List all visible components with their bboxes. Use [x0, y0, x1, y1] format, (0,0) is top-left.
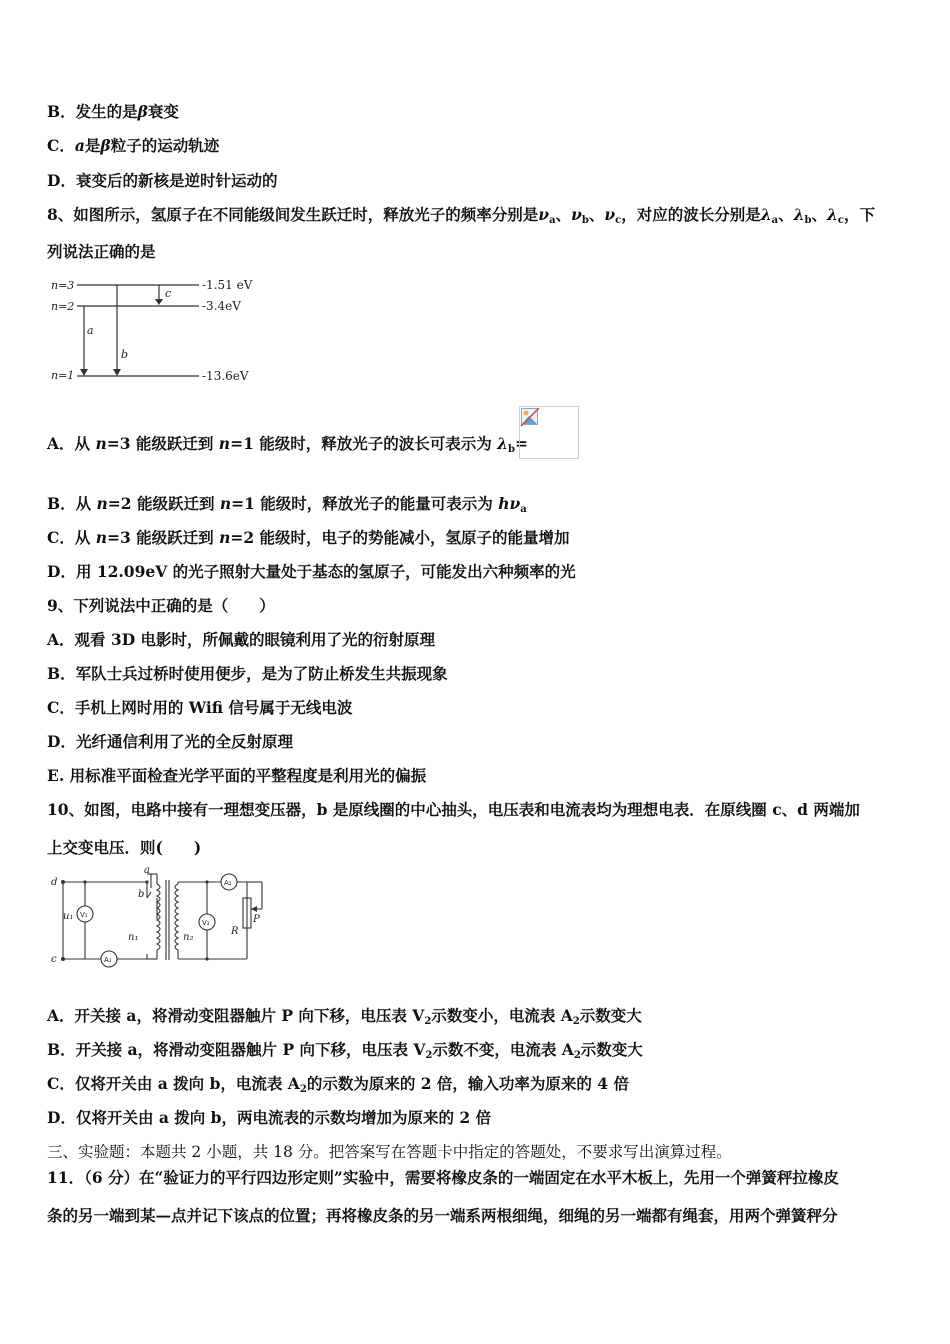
- q9-option-c: C．手机上网时用的 Wifi 信号属于无线电波: [47, 698, 353, 717]
- broken-image-placeholder: [519, 406, 579, 459]
- svg-text:u₁: u₁: [63, 911, 74, 922]
- q10-stem-line1: 10、如图，电路中接有一理想变压器，b 是原线圈的中心抽头，电压表和电流表均为理想电表．在原线圈 c、d 两端加: [47, 800, 860, 819]
- q9-option-e: E. 用标准平面检查光学平面的平整程度是利用光的偏振: [47, 766, 427, 785]
- svg-text:a: a: [144, 865, 150, 876]
- energy-level-diagram: [47, 272, 262, 390]
- q11-line2: 条的另一端到某—点并记下该点的位置；再将橡皮条的另一端系两根细绳，细绳的另一端都有绳套，用两个弹簧秤分: [47, 1206, 838, 1225]
- label-b: b: [121, 348, 129, 361]
- q10-option-b: B．开关接 a，将滑动变阻器触片 P 向下移，电压表 $V_2$示数不变，电流表 $A_2$示数变大: [47, 1040, 643, 1061]
- q10-option-c: C．仅将开关由 a 拨向 b，电流表 $A_2$的示数为原来的 2 倍，输入功率为原来的 4 倍: [47, 1074, 629, 1095]
- arrowhead-b: [113, 369, 121, 376]
- svg-text:n₂: n₂: [183, 932, 194, 943]
- energy-n2: -3.4eV: [202, 299, 241, 313]
- q9-option-d: D．光纤通信利用了光的全反射原理: [47, 732, 293, 751]
- q11-line1: 11．（6 分）在“验证力的平行四边形定则”实验中，需要将橡皮条的一端固定在水平木板上，先用一个弹簧秤拉橡皮: [47, 1168, 839, 1187]
- svg-text:P: P: [253, 914, 260, 925]
- q9-option-b: B．军队士兵过桥时使用便步，是为了防止桥发生共振现象: [47, 664, 448, 683]
- q10-option-d: D．仅将开关由 a 拨向 b，两电流表的示数均增加为原来的 2 倍: [47, 1108, 492, 1127]
- svg-text:b: b: [138, 889, 145, 900]
- q9-option-a: A．观看 3D 电影时，所佩戴的眼镜利用了光的衍射原理: [47, 630, 436, 649]
- arrowhead-a: [80, 369, 88, 376]
- arrowhead-c: [155, 299, 163, 305]
- label-c: c: [165, 287, 172, 300]
- svg-text:V₁: V₁: [80, 911, 88, 919]
- svg-text:A₂: A₂: [224, 879, 232, 887]
- energy-n1: -13.6eV: [202, 369, 249, 383]
- q8-option-c: C．从 n=3 能级跃迁到 n=2 能级时，电子的势能减小，氢原子的能量增加: [47, 528, 570, 547]
- broken-image-icon: [520, 407, 540, 427]
- slider-arrow: [251, 906, 257, 912]
- q8-option-d: D．用 12.09eV 的光子照射大量处于基态的氢原子，可能发出六种频率的光: [47, 562, 576, 581]
- label-n3: n=3: [51, 279, 75, 292]
- energy-n3: -1.51 eV: [202, 278, 253, 292]
- svg-text:d: d: [51, 877, 58, 888]
- section3-heading: 三、实验题：本题共 2 小题，共 18 分。把答案写在答题卡中指定的答题处，不要求写出演算过程。: [47, 1143, 732, 1161]
- label-n1: n=1: [51, 369, 75, 382]
- q10-option-a: A．开关接 a，将滑动变阻器触片 P 向下移，电压表 $V_2$示数变小，电流表 $A_2$示数变大: [47, 1006, 642, 1027]
- q8-option-a: A．从 n=3 能级跃迁到 n=1 能级时，释放光子的波长可表示为 $\lambda_b=$: [47, 434, 529, 455]
- svg-text:n₁: n₁: [128, 932, 139, 943]
- q7-option-c: C．a是β粒子的运动轨迹: [47, 136, 220, 155]
- svg-text:R: R: [231, 926, 239, 937]
- q10-stem-line2: 上交变电压．则( ): [47, 838, 202, 857]
- q7-option-d: D．衰变后的新核是逆时针运动的: [47, 171, 278, 190]
- label-n2: n=2: [51, 300, 75, 313]
- svg-text:c: c: [51, 954, 57, 965]
- q8-option-b: B．从 n=2 能级跃迁到 n=1 能级时，释放光子的能量可表示为 $h\nu_a$: [47, 494, 527, 515]
- secondary-coil: [175, 884, 178, 950]
- q8-stem-line1: 8、如图所示，氢原子在不同能级间发生跃迁时，释放光子的频率分别是$\nu_a$、$\nu_b$、$\nu_c$，对应的波长分别是$\lambda_a$、$\lambda_b$、$\lambda_c$，下: [47, 205, 875, 226]
- switch-blade: [147, 892, 151, 898]
- label-a: a: [87, 324, 94, 337]
- svg-text:A₁: A₁: [104, 956, 112, 964]
- transformer-circuit-diagram: [47, 864, 277, 974]
- q7-option-b: B．发生的是β衰变: [47, 102, 179, 121]
- q8-stem-line2: 列说法正确的是: [47, 242, 156, 261]
- q9-stem: 9、下列说法中正确的是（ ）: [47, 596, 275, 615]
- svg-text:V₂: V₂: [202, 919, 210, 927]
